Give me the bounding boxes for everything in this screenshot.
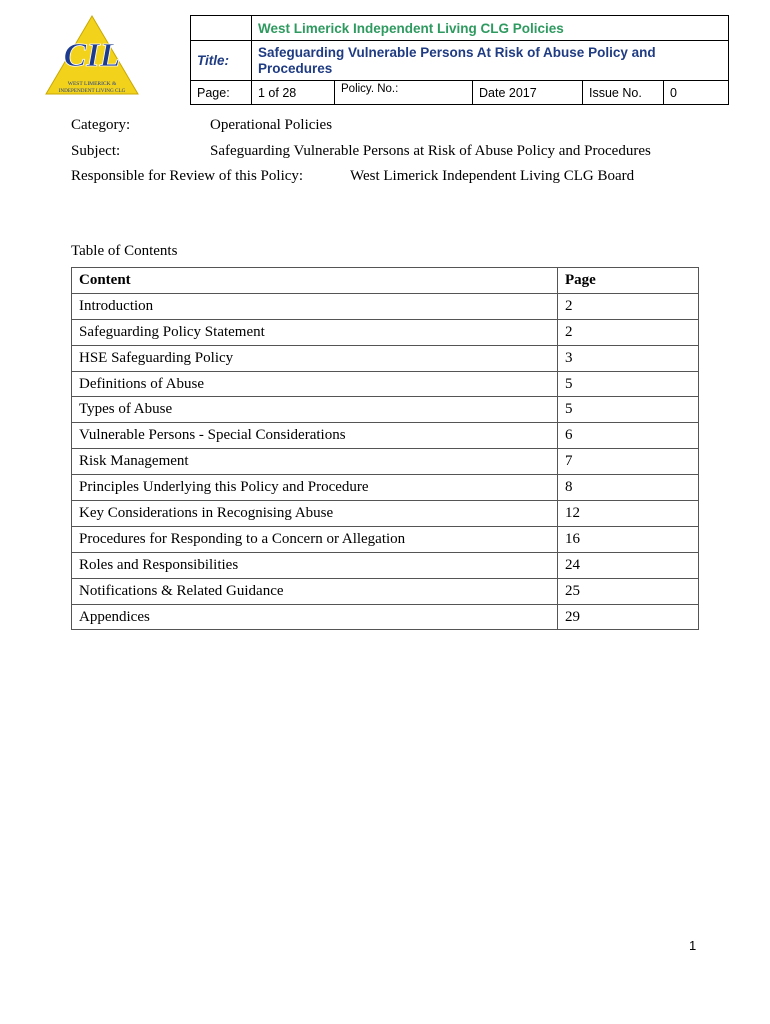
policy-title: Safeguarding Vulnerable Persons At Risk of Abuse Policy and Procedures — [252, 41, 729, 81]
category-label: Category: — [71, 117, 131, 133]
toc-row — [72, 604, 699, 630]
toc-content: Introduction — [72, 293, 558, 319]
page-value: 1 of 28 — [252, 81, 335, 105]
toc-row — [72, 449, 699, 475]
issue-label: Issue No. — [583, 81, 664, 105]
title-label: Title: — [191, 41, 252, 81]
toc-page: 5 — [558, 371, 699, 397]
category-value: Operational Policies — [210, 117, 333, 133]
toc-row — [72, 526, 699, 552]
subject-label: Subject: — [71, 143, 121, 159]
toc-page: 3 — [558, 345, 699, 371]
toc-content: Vulnerable Persons - Special Considerations — [72, 423, 558, 449]
toc-page: 7 — [558, 449, 699, 475]
toc-page: 2 — [558, 293, 699, 319]
toc-page: 2 — [558, 319, 699, 345]
toc-content: Roles and Responsibilities — [72, 552, 558, 578]
toc-content: Appendices — [72, 604, 558, 630]
toc-col-content: Content — [72, 268, 558, 294]
logo-mark: CIL — [63, 37, 121, 74]
review-label: Responsible for Review of this Policy: — [71, 168, 304, 184]
toc-content: Principles Underlying this Policy and Procedure — [72, 475, 558, 501]
review-value: West Limerick Independent Living CLG Board — [350, 168, 635, 184]
date-cell: Date 2017 — [473, 81, 583, 105]
toc-page: 29 — [558, 604, 699, 630]
toc-content: Definitions of Abuse — [72, 371, 558, 397]
toc-row — [72, 345, 699, 371]
toc-content: Types of Abuse — [72, 397, 558, 423]
toc-col-page: Page — [558, 268, 699, 294]
logo-line1: WEST LIMERICK & — [67, 81, 117, 87]
toc-content: Safeguarding Policy Statement — [72, 319, 558, 345]
header-empty-cell — [191, 16, 252, 41]
toc-page: 6 — [558, 423, 699, 449]
toc-row — [72, 501, 699, 527]
toc-table — [71, 267, 699, 630]
toc-header-row — [72, 268, 699, 294]
toc-content: HSE Safeguarding Policy — [72, 345, 558, 371]
toc-page: 25 — [558, 578, 699, 604]
toc-heading: Table of Contents — [71, 243, 178, 259]
org-name: West Limerick Independent Living CLG Policies — [252, 16, 729, 41]
subject-value: Safeguarding Vulnerable Persons at Risk of Abuse Policy and Procedures — [210, 143, 651, 159]
page-label: Page: — [191, 81, 252, 105]
logo-line2: INDEPENDENT LIVING CLG — [58, 88, 126, 94]
toc-row — [72, 397, 699, 423]
toc-content: Notifications & Related Guidance — [72, 578, 558, 604]
toc-row — [72, 475, 699, 501]
toc-page: 12 — [558, 501, 699, 527]
toc-page: 5 — [558, 397, 699, 423]
toc-row — [72, 319, 699, 345]
cil-logo — [42, 14, 142, 98]
issue-value: 0 — [664, 81, 729, 105]
page-number: 1 — [689, 938, 697, 953]
toc-page: 16 — [558, 526, 699, 552]
toc-row — [72, 578, 699, 604]
toc-row — [72, 552, 699, 578]
toc-content: Procedures for Responding to a Concern or Allegation — [72, 526, 558, 552]
toc-row — [72, 371, 699, 397]
policy-header-table — [190, 15, 729, 105]
toc-row — [72, 423, 699, 449]
toc-content: Risk Management — [72, 449, 558, 475]
toc-page: 24 — [558, 552, 699, 578]
policy-no-label: Policy. No.: — [335, 81, 473, 105]
toc-page: 8 — [558, 475, 699, 501]
toc-content: Key Considerations in Recognising Abuse — [72, 501, 558, 527]
toc-row — [72, 293, 699, 319]
